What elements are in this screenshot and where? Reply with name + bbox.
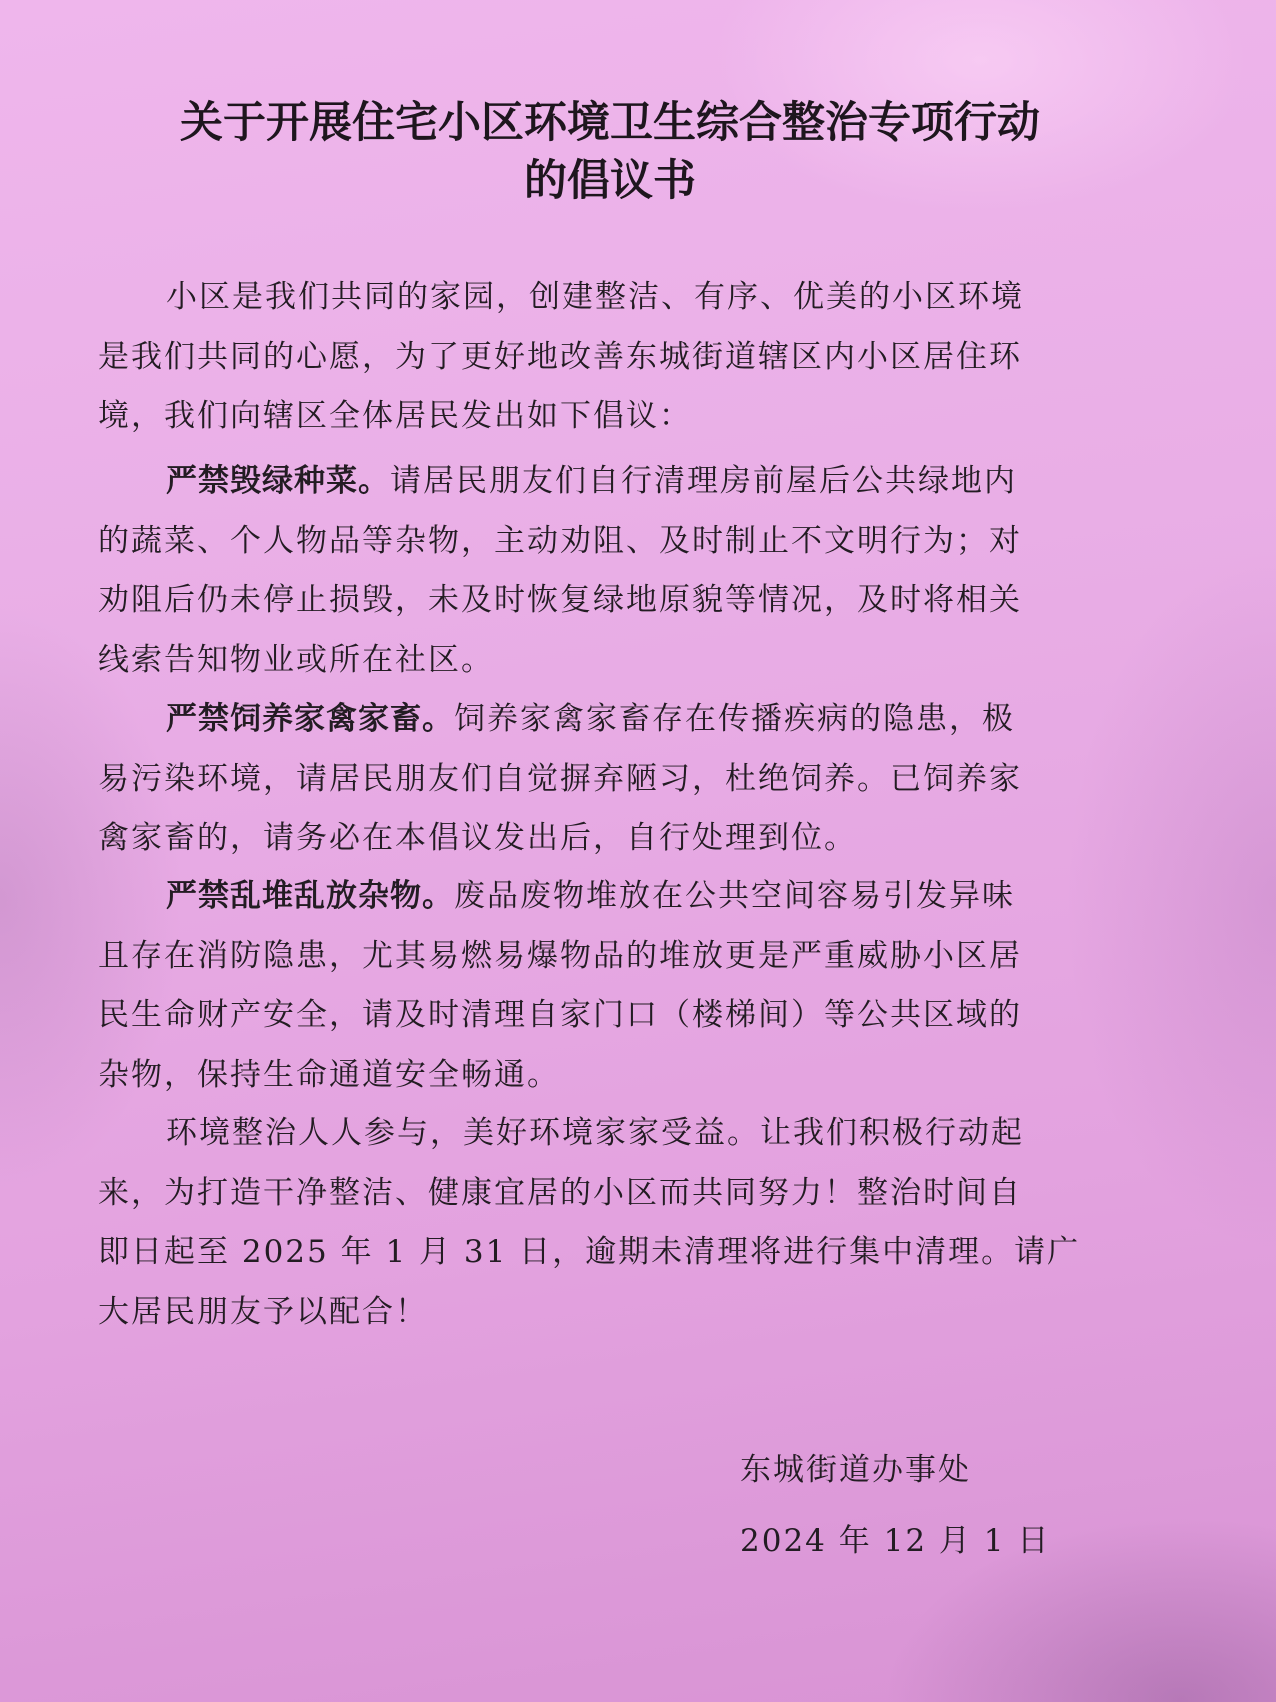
notice-title-line-2: 的倡议书 [524,156,696,206]
item-1-line-2: 的蔬菜、个人物品等杂物，主动劝阻、及时制止不文明行为；对 [98,522,1022,559]
item-3-first-line-text: 废品废物堆放在公共空间容易引发异味 [454,878,1015,914]
issue-date: 2024 年 12 月 1 日 [740,1523,1051,1559]
item-3-first-line [98,867,1178,927]
item-3-heading: 严禁乱堆乱放杂物。 [166,878,454,914]
issuer-name: 东城街道办事处 [740,1452,971,1488]
intro-line-1: 小区是我们共同的家园，创建整洁、有序、优美的小区环境 [166,279,1024,315]
item-paragraph-livestock [98,690,1178,869]
item-2-line-2: 易污染环境，请居民朋友们自觉摒弃陋习，杜绝饲养。已饲养家 [98,760,1022,797]
item-2-first-line [98,690,1178,750]
item-2-heading: 严禁饲养家禽家畜。 [166,701,454,737]
intro-line-3: 境，我们向辖区全体居民发出如下倡议： [98,398,692,434]
item-1-first-line-text: 请居民朋友们自行清理房前屋后公共绿地内 [390,463,1017,499]
item-3-line-4: 杂物，保持生命通道安全畅通。 [98,1056,560,1093]
item-paragraph-clutter [98,867,1178,1105]
item-2-first-line-text: 饲养家禽家畜存在传播疾病的隐患，极 [454,701,1015,737]
item-2-line-3: 禽家畜的，请务必在本倡议发出后，自行处理到位。 [98,820,857,856]
closing-line-2: 来，为打造干净整洁、健康宜居的小区而共同努力！整治时间自 [98,1174,1022,1211]
notice-title-line-1: 关于开展住宅小区环境卫生综合整治专项行动 [180,98,1040,148]
closing-line-4: 大居民朋友予以配合！ [98,1293,428,1330]
item-1-first-line [98,452,1178,512]
intro-paragraph [98,268,1178,447]
item-1-line-3: 劝阻后仍未停止损毁，未及时恢复绿地原貌等情况，及时将相关 [98,582,1022,618]
item-1-line-4: 线索告知物业或所在社区。 [98,641,494,678]
item-3-line-2: 且存在消防隐患，尤其易燃易爆物品的堆放更是严重威胁小区居 [98,937,1022,974]
closing-line-1: 环境整治人人参与，美好环境家家受益。让我们积极行动起 [166,1115,1024,1151]
intro-line-2: 是我们共同的心愿，为了更好地改善东城街道辖区内小区居住环 [98,338,1022,375]
closing-paragraph [98,1104,1178,1342]
closing-line-3: 即日起至 2025 年 1 月 31 日，逾期未清理将进行集中清理。请广 [98,1234,1081,1270]
item-1-heading: 严禁毁绿种菜。 [166,463,390,499]
item-paragraph-green-space [98,452,1178,690]
item-3-line-3: 民生命财产安全，请及时清理自家门口（楼梯间）等公共区域的 [98,997,1022,1033]
